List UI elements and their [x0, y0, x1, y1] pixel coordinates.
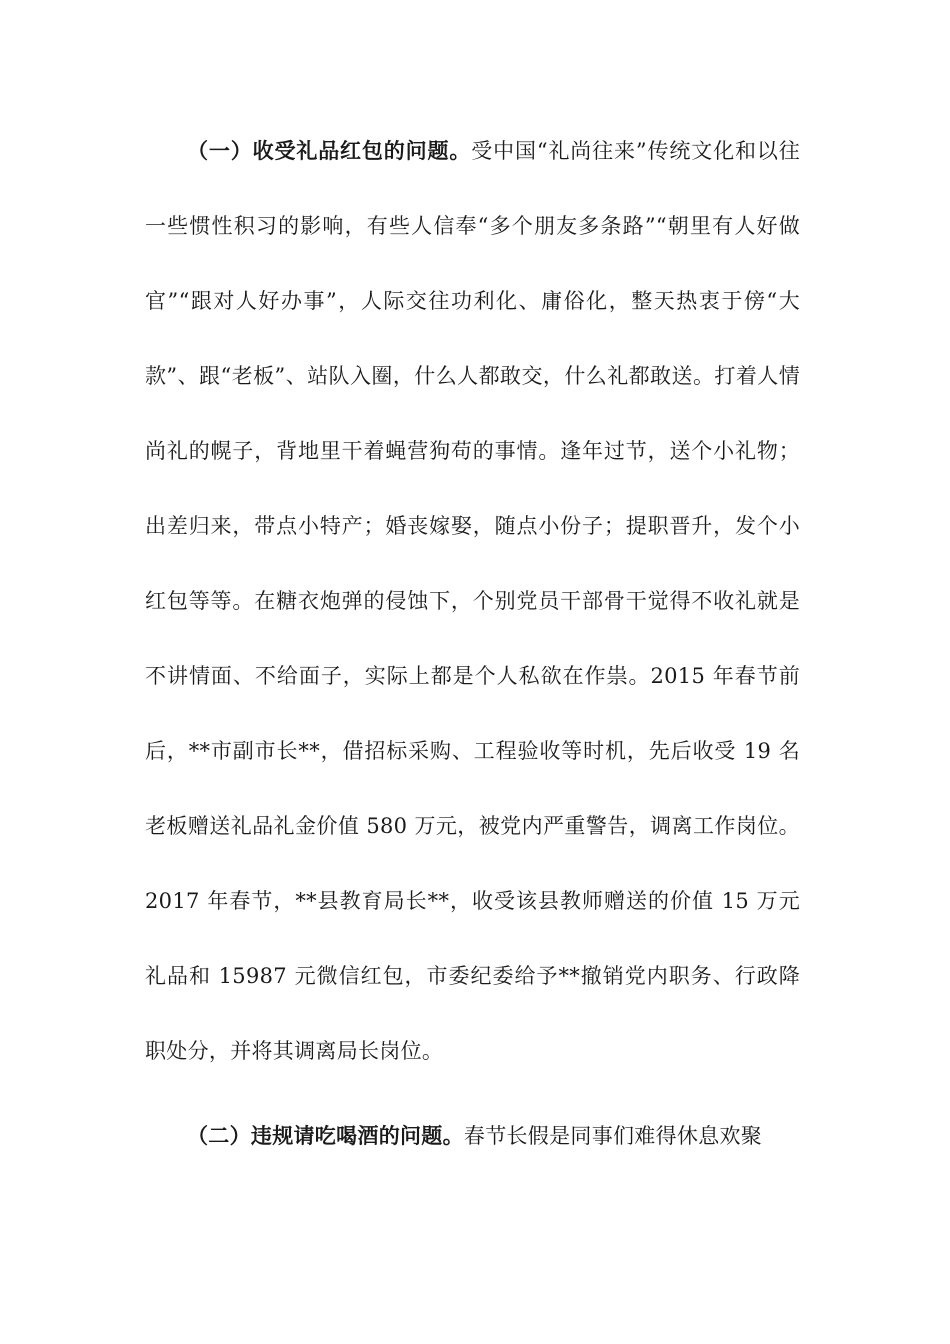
- section-body-2: 春节长假是同事们难得休息欢聚: [463, 1124, 763, 1148]
- section-heading-2: （二）违规请吃喝酒的问题。: [187, 1123, 464, 1148]
- section-paragraph-1: [145, 113, 800, 1089]
- section-paragraph-2: [145, 1098, 800, 1174]
- section-body-1: 受中国“礼尚往来”传统文化和以往一些惯性积习的影响，有些人信奉“多个朋友多条路”“朝里有人好做官”“跟对人好办事”，人际交往功利化、庸俗化，整天热衷于傍“大款”、跟“老板”、站队入圈，什么人都敢交，什么礼都敢送。打着人情尚礼的幌子，背地里干着蝇营狗苟的事情。逢年过节，送个小礼物；出差归来，带点小特产；婚丧嫁娶，随点小份子；提职晋升，发个小红包等等。在糖衣炮弹的侵蚀下，个别党员干部骨干觉得不收礼就是不讲情面、不给面子，实际上都是个人私欲在作祟。2015 年春节前后，**市副市长**，借招标采购、工程验收等时机，先后收受 19 名老板赠送礼品礼金价值 580 万元，被党内严重警告，调离工作岗位。2017 年春节，**县教育局长**，收受该县教师赠送的价值 15 万元礼品和 15987 元微信红包，市委纪委给予**撤销党内职务、行政降职处分，并将其调离局长岗位。: [145, 139, 800, 1063]
- section-heading-1: （一）收受礼品红包的问题。: [187, 138, 472, 163]
